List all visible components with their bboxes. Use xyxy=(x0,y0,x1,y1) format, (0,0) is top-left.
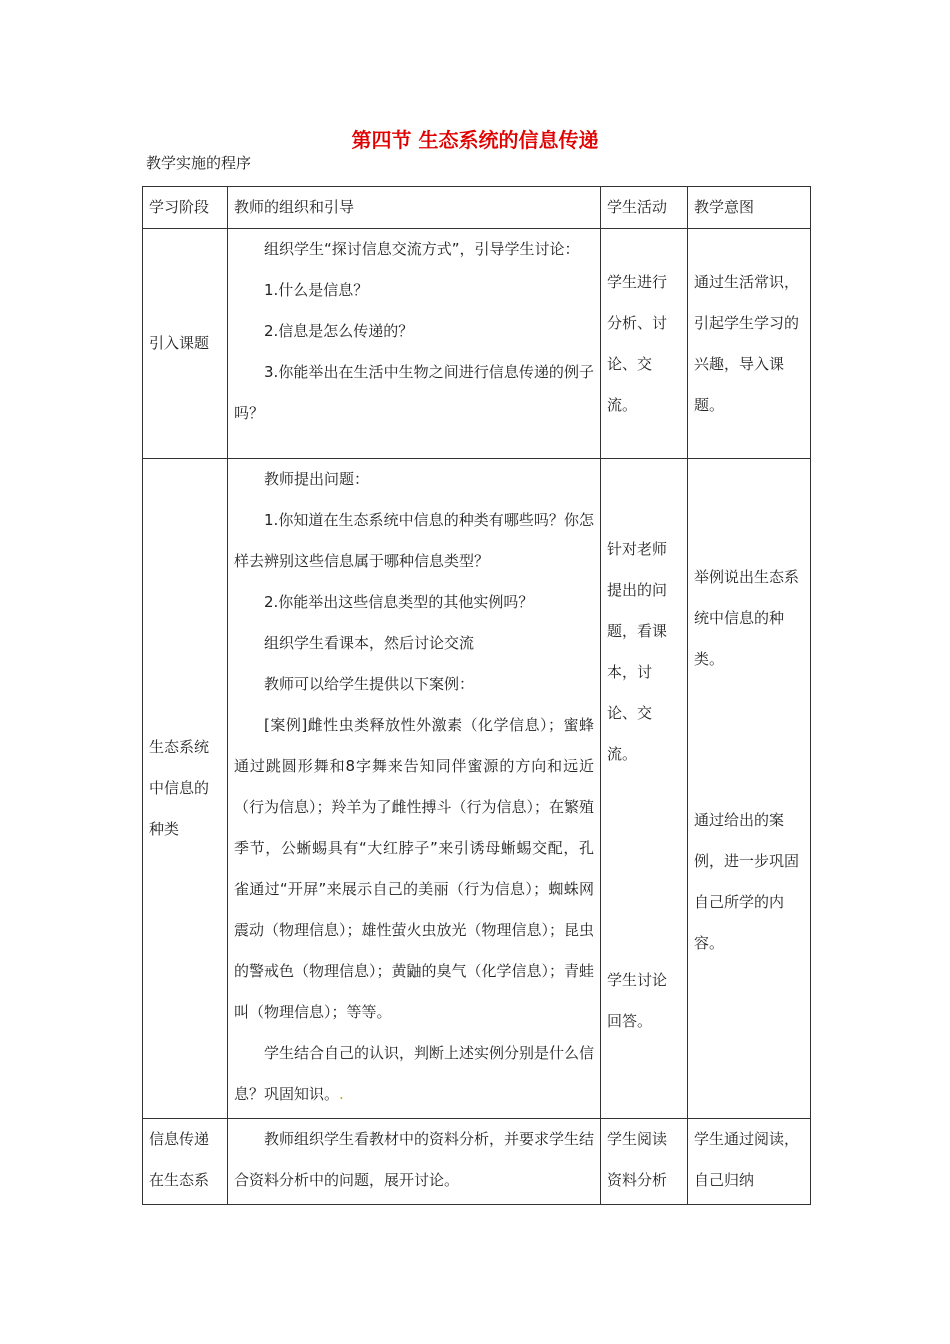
intent-text: 通过生活常识，引起学生学习的兴趣，导入课题。 xyxy=(694,272,800,414)
stage-label: 生态系统中信息的种类 xyxy=(149,738,210,838)
stage-label: 信息传递在生态系 xyxy=(149,1130,210,1189)
lesson-table xyxy=(142,186,811,1205)
table-row xyxy=(143,459,811,1119)
teacher-paragraph-text: 学生结合自己的认识，判断上述实例分别是什么信息？巩固知识。 xyxy=(234,1044,595,1103)
stage-cell xyxy=(143,459,228,1119)
intent-text: 学生通过阅读，自己归纳 xyxy=(694,1130,800,1189)
teacher-paragraph: 教师组织学生看教材中的资料分析，并要求学生结合资料分析中的问题，展开讨论。 xyxy=(234,1130,595,1189)
teacher-paragraph: 3.你能举出在生活中生物之间进行信息传递的例子吗？ xyxy=(234,363,594,422)
teacher-cell xyxy=(228,1119,601,1205)
table-row xyxy=(143,1119,811,1205)
intent-text: 通过给出的案例，进一步巩固自己所学的内容。 xyxy=(694,811,800,952)
student-text: 学生阅读资料分析 xyxy=(607,1130,668,1189)
stray-mark: . xyxy=(339,1085,344,1103)
teacher-cell xyxy=(228,229,601,459)
teacher-paragraph: 组织学生“探讨信息交流方式”，引导学生讨论： xyxy=(264,240,580,258)
section-subtitle: 教学实施的程序 xyxy=(146,154,252,172)
teacher-case: [案例]雌性虫类释放性外激素（化学信息）；蜜蜂通过跳圆形舞和8字舞来告知同伴蜜源的方向和远近（行为信息）；羚羊为了雌性搏斗（行为信息）；在繁殖季节，公蜥蜴具有“大红脖子”来引诱母蜥蜴交配，孔雀通过“开屏”来展示自己的美丽（行为信息）；蜘蛛网震动（物理信息）；雄性萤火虫放光（物理信息）；昆虫的警戒色（物理信息）；黄鼬的臭气（化学信息）；青蛙叫（物理信息）；等等。 xyxy=(234,716,595,1021)
stage-cell xyxy=(143,229,228,459)
table-row xyxy=(143,229,811,459)
student-text: 学生进行分析、讨论、交流。 xyxy=(607,272,668,414)
teacher-cell xyxy=(228,459,601,1119)
teacher-paragraph: 2.你能举出这些信息类型的其他实例吗？ xyxy=(264,593,534,611)
stage-cell xyxy=(143,1119,228,1205)
student-cell xyxy=(601,229,688,459)
student-text: 学生讨论回答。 xyxy=(607,971,668,1030)
header-intent: 教学意图 xyxy=(688,187,811,229)
header-student: 学生活动 xyxy=(601,187,688,229)
header-teacher: 教师的组织和引导 xyxy=(228,187,601,229)
student-cell xyxy=(601,1119,688,1205)
teacher-paragraph: 1.你知道在生态系统中信息的种类有哪些吗？你怎样去辨别这些信息属于哪种信息类型？ xyxy=(234,511,594,570)
teacher-paragraph: 2.信息是怎么传递的？ xyxy=(264,322,414,340)
intent-text: 举例说出生态系统中信息的种类。 xyxy=(694,568,800,668)
table-header-row xyxy=(143,187,811,229)
page-title: 第四节 生态系统的信息传递 xyxy=(351,128,599,152)
teacher-paragraph: 组织学生看课本，然后讨论交流 xyxy=(264,634,475,652)
stage-label: 引入课题 xyxy=(149,334,210,352)
teacher-paragraph: 教师可以给学生提供以下案例： xyxy=(264,675,475,693)
intent-cell xyxy=(688,229,811,459)
teacher-paragraph: 1.什么是信息？ xyxy=(264,281,369,299)
student-cell xyxy=(601,459,688,1119)
intent-cell xyxy=(688,1119,811,1205)
header-stage: 学习阶段 xyxy=(143,187,228,229)
teacher-paragraph: 教师提出问题： xyxy=(264,470,370,488)
student-text: 针对老师提出的问题，看课本，讨论、交流。 xyxy=(607,540,668,763)
teacher-paragraph xyxy=(234,1033,594,1115)
intent-cell xyxy=(688,459,811,1119)
